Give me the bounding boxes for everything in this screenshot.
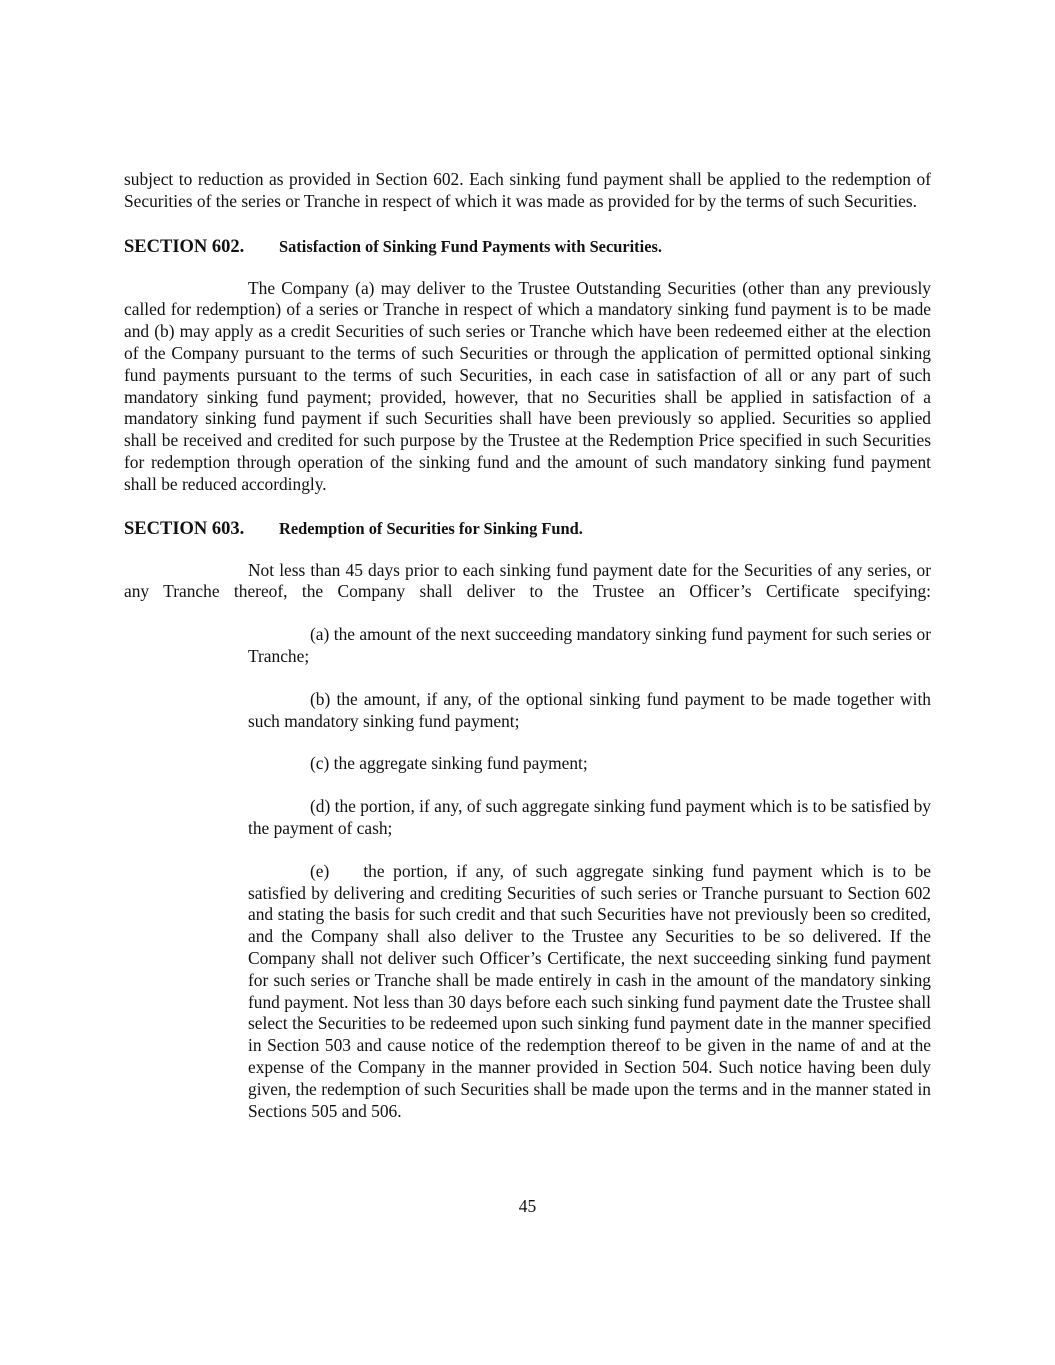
- continuation-paragraph: subject to reduction as provided in Section 602. Each sinking fund payment shall be applied to the redemption of Securities of the series or Tranche in respect of which it was made as provided for by the terms of such Securities.: [124, 169, 931, 211]
- clause-c: [248, 753, 931, 775]
- clause-c-label: (c): [310, 753, 330, 774]
- page-number: 45: [518, 1196, 537, 1216]
- section-603-heading: [124, 517, 931, 542]
- section-602-body: The Company (a) may deliver to the Trustee Outstanding Securities (other than any previously called for redemption) of a series or Tranche in respect of which a mandatory sinking fund payment is to be made and (b) may apply as a credit Securities of such series or Tranche which have been redeemed either at the election of the Company pursuant to the terms of such Securities or through the application of permitted optional sinking fund payments pursuant to the terms of such Securities, in each case in satisfaction of all or any part of such mandatory sinking fund payment; provided, however, that no Securities shall be applied in satisfaction of a mandatory sinking fund payment if such Securities shall have been previously so applied. Securities so applied shall be received and credited for such purpose by the Trustee at the Redemption Price specified in such Securities for redemption through operation of the sinking fund and the amount of such mandatory sinking fund payment shall be reduced accordingly.: [124, 277, 931, 494]
- section-602-title: Satisfaction of Sinking Fund Payments with Securities.: [279, 236, 662, 256]
- page-body: [124, 169, 931, 1122]
- section-602-heading: [124, 235, 931, 260]
- clause-d-text: the portion, if any, of such aggregate sinking fund payment which is to be satisfied by the payment of cash;: [248, 796, 931, 838]
- section-603-title: Redemption of Securities for Sinking Fund.: [279, 518, 583, 538]
- clause-e: [248, 861, 931, 1123]
- clause-b-text: the amount, if any, of the optional sinking fund payment to be made together with such mandatory sinking fund payment;: [248, 688, 931, 731]
- section-602-number: SECTION 602.: [124, 236, 245, 257]
- clause-list: [248, 624, 931, 1122]
- clause-b: [248, 689, 931, 733]
- clause-e-label: (e): [310, 860, 330, 881]
- clause-a: [248, 624, 931, 668]
- clause-e-text: the portion, if any, of such aggregate sinking fund payment which is to be satisfied by delivering and crediting Securities of such series or Tranche pursuant to Section 602 and stating the basis for such credit and that such Securities have not previously been so credited, and the Company shall also deliver to the Trustee any Securities to be so delivered. If the Company shall not deliver such Officer’s Certificate, the next succeeding sinking fund payment for such series or Tranche shall be made entirely in cash in the amount of the mandatory sinking fund payment. Not less than 30 days before each such sinking fund payment date the Trustee shall select the Securities to be redeemed upon such sinking fund payment date in the manner specified in Section 503 and cause notice of the redemption thereof to be given in the name of and at the expense of the Company in the manner provided in Section 504. Such notice having been duly given, the redemption of such Securities shall be made upon the terms and in the manner stated in Sections 505 and 506.: [248, 860, 931, 1121]
- section-603-number: SECTION 603.: [124, 518, 245, 539]
- clause-a-label: (a): [310, 624, 330, 645]
- clause-a-text: the amount of the next succeeding mandatory sinking fund payment for such series or Tranche;: [248, 624, 931, 666]
- section-603-body: Not less than 45 days prior to each sinking fund payment date for the Securities of any series, or any Tranche thereof, the Company shall deliver to the Trustee an Officer’s Certificate specifying:: [124, 559, 931, 602]
- clause-c-text: the aggregate sinking fund payment;: [333, 753, 588, 774]
- clause-d: [248, 796, 931, 840]
- clause-b-label: (b): [310, 688, 331, 709]
- clause-d-label: (d): [310, 796, 331, 817]
